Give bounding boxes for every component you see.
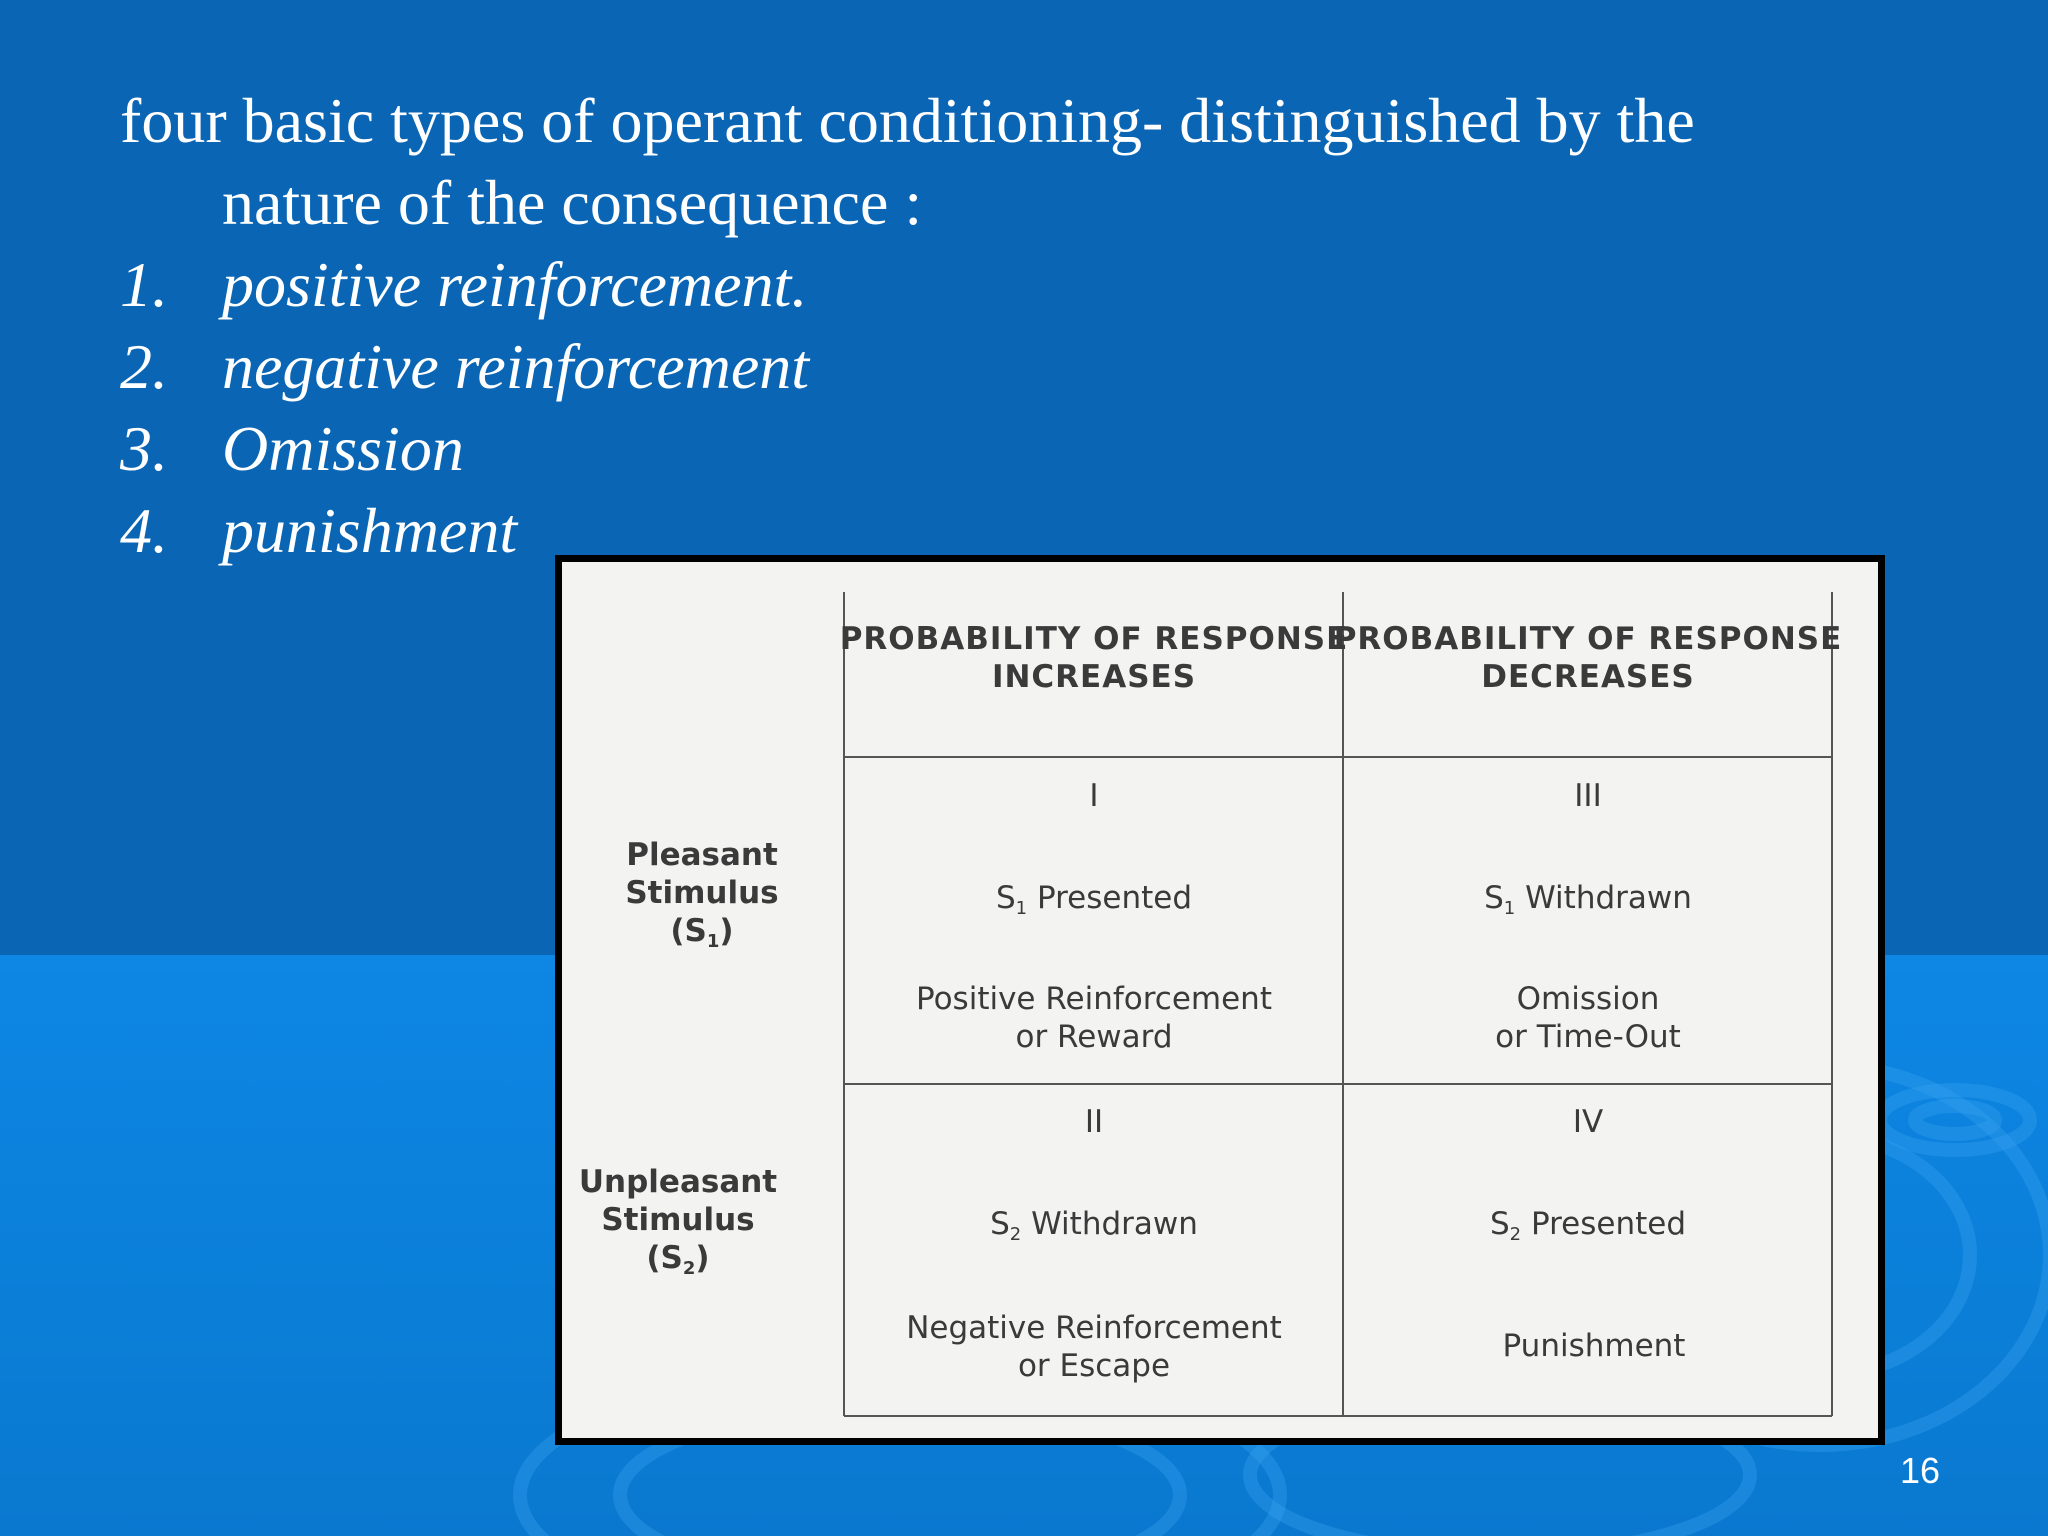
row-header-pleasant-line1: Pleasant	[626, 837, 778, 873]
page-number: 16	[1899, 1450, 1940, 1491]
list-item	[120, 326, 1920, 408]
row-header-unpleasant-line2: Stimulus	[601, 1202, 755, 1238]
cell-label-line1: Omission	[1516, 981, 1660, 1017]
cell-action: S2 Withdrawn	[990, 1206, 1198, 1245]
list-item-number: 4.	[120, 495, 168, 566]
cell-action: S1 Withdrawn	[1484, 880, 1692, 919]
list-item-number: 2.	[120, 331, 168, 402]
cell-action: S1 Presented	[995, 880, 1193, 919]
row-header-unpleasant-line1: Unpleasant	[578, 1164, 778, 1200]
list-item-text: negative reinforcement	[222, 331, 810, 402]
cell-quadrant-1	[916, 778, 1272, 1055]
conditioning-types-list	[120, 244, 1920, 572]
list-item-text: positive reinforcement.	[222, 249, 808, 320]
cell-label-line1: Negative Reinforcement	[906, 1310, 1282, 1346]
list-item	[120, 244, 1920, 326]
cell-label-line2: or Escape	[1017, 1348, 1171, 1384]
list-item	[120, 408, 1920, 490]
cell-label-line1: Positive Reinforcement	[916, 981, 1272, 1017]
cell-quadrant-4	[1490, 1104, 1686, 1364]
cell-quadrant-2	[906, 1104, 1282, 1384]
column-header-increases-line2: INCREASES	[991, 659, 1197, 695]
row-header-pleasant-line2: Stimulus	[625, 875, 779, 911]
cell-label-line1: Punishment	[1502, 1328, 1686, 1364]
cell-numeral: III	[1574, 778, 1602, 814]
slide-body	[120, 80, 1920, 572]
cell-label-line2: or Time-Out	[1495, 1019, 1681, 1055]
row-header-pleasant-symbol: (S1)	[670, 913, 734, 952]
row-header-unpleasant-symbol: (S2)	[646, 1240, 710, 1279]
list-item-number: 1.	[120, 249, 168, 320]
cell-action: S2 Presented	[1489, 1206, 1687, 1245]
cell-label-line2: or Reward	[1015, 1019, 1173, 1055]
cell-numeral: II	[1084, 1104, 1104, 1140]
cell-numeral: I	[1089, 778, 1099, 814]
column-header-decreases-line2: DECREASES	[1481, 659, 1695, 695]
cell-numeral: IV	[1572, 1104, 1604, 1140]
column-header-increases-line1: PROBABILITY OF RESPONSE	[839, 621, 1349, 657]
cell-quadrant-3	[1484, 778, 1692, 1055]
list-item-text: Omission	[222, 413, 464, 484]
operant-conditioning-figure	[555, 555, 1885, 1445]
slide-heading-line2: nature of the consequence :	[222, 167, 923, 238]
column-header-decreases-line1: PROBABILITY OF RESPONSE	[1333, 621, 1843, 657]
list-item-number: 3.	[120, 413, 168, 484]
conditioning-table	[562, 562, 1878, 1438]
slide-heading-line1: four basic types of operant conditioning- distinguished by the	[120, 85, 1695, 156]
list-item-text: punishment	[222, 495, 518, 566]
